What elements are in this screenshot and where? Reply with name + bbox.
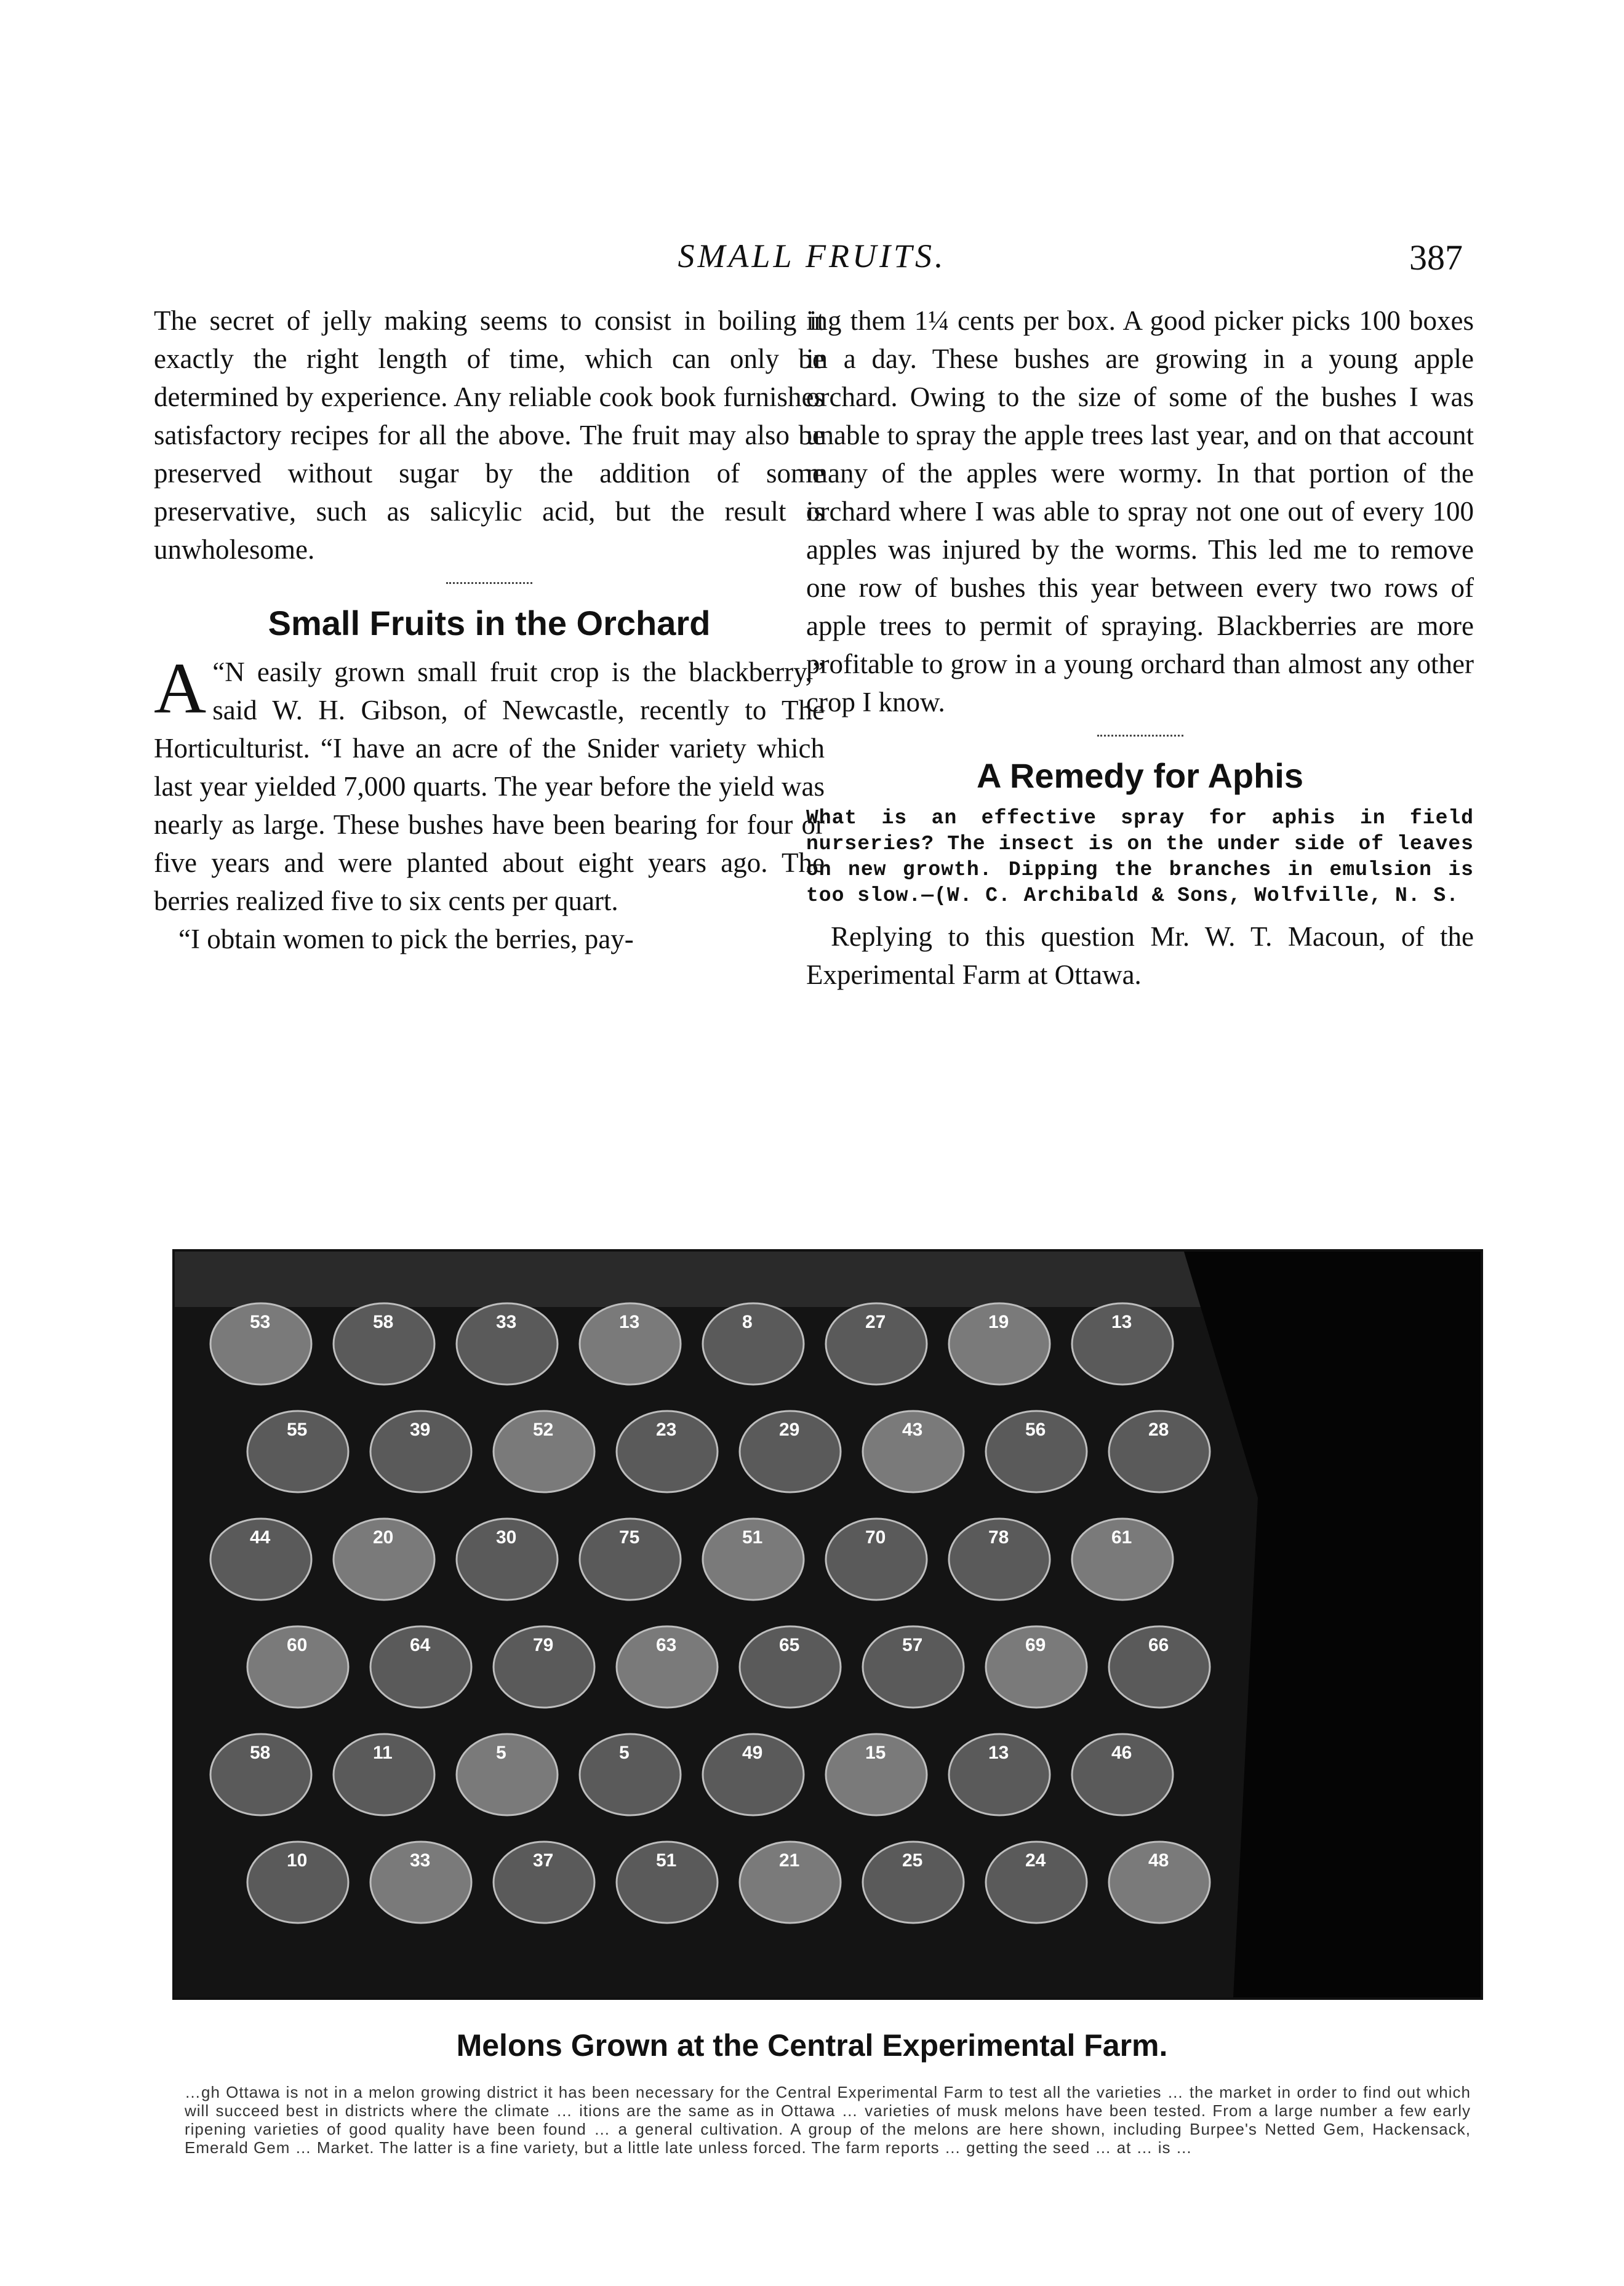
- melon-label: 48: [1148, 1850, 1169, 1871]
- melon-label: 29: [779, 1420, 800, 1440]
- opening-quote: “: [212, 657, 225, 687]
- drop-cap: A: [154, 648, 207, 729]
- melon-label: 13: [988, 1743, 1009, 1763]
- melons-photo-svg: [175, 1252, 1481, 1997]
- melon-label: 51: [742, 1527, 763, 1548]
- melon-label: 57: [902, 1635, 923, 1655]
- melon: [580, 1734, 681, 1815]
- figure-caption: Melons Grown at the Central Experimental Farm.: [456, 2028, 1168, 2063]
- melon-label: 61: [1111, 1527, 1132, 1548]
- melon-label: 20: [373, 1527, 394, 1548]
- running-head: SMALL FRUITS.: [678, 238, 946, 274]
- melon-label: 56: [1025, 1420, 1046, 1440]
- melon-label: 11: [373, 1743, 393, 1763]
- melon: [703, 1303, 804, 1385]
- melon-label: 30: [496, 1527, 517, 1548]
- melon-label: 64: [410, 1635, 431, 1655]
- melon-label: 23: [656, 1420, 677, 1440]
- melon-label: 58: [373, 1312, 394, 1332]
- reader-query: What is an effective spray for aphis in field nurseries? The insect is on the under side of leaves on new growth. Dipping the branches in emulsion is too slow.—(W. C. Archibald & Sons, Wolfville, N. S.: [806, 807, 1474, 907]
- melon-label: 8: [742, 1312, 753, 1332]
- left-column: [154, 302, 825, 958]
- paragraph-pickers-start: “I obtain women to pick the berries, pay-: [178, 924, 634, 954]
- melon-label: 37: [533, 1850, 554, 1871]
- melon-label: 13: [619, 1312, 640, 1332]
- page-number: 387: [1409, 238, 1463, 278]
- section-divider: [446, 582, 532, 584]
- paragraph-blackberry: [154, 648, 825, 920]
- paragraph-pickers-end: ing them 1¼ cents per box. A good picker picks 100 boxes in a day. These bushes are growing in a young apple orchard. Owing to the size of some of the bushes I was unable to spray the apple trees last year, and on that account many of the apples were wormy. In that portion of the orchard where I was able to spray not one out of every 100 apples was injured by the worms. This led me to remove one row of bushes this year between every two rows of apple trees to permit of spraying. Blackberries are more profitable to grow in a young orchard than almost any other crop I know.: [806, 305, 1474, 717]
- melon-label: 44: [250, 1527, 271, 1548]
- paragraph-jelly: The secret of jelly making seems to consist in boiling it exactly the right length of time, which can only be determined by experience. Any reliable cook book furnishes satisfactory recipes for all the above. The fruit may also be preserved without sugar by the addition of some preservative, such as salicylic acid, but the result is unwholesome.: [154, 305, 825, 565]
- melon-label: 27: [865, 1312, 886, 1332]
- figure-caption-body: …gh Ottawa is not in a melon growing district it has been necessary for the Central Experimental Farm to test all the varieties … the market in order to find out which will succeed best in districts where the climate … itions are the same as in Ottawa … varieties of musk melons have been tested. From a large number a few early ripening varieties of good quality have been found … a general cultivation. A group of the melons are here shown, including Burpee's Netted Gem, Hackensack, Emerald Gem … Market. The latter is a fine variety, but a little late unless forced. The farm reports … getting the seed … at … is …: [185, 2083, 1471, 2157]
- melon-label: 60: [287, 1635, 308, 1655]
- melon-label: 43: [902, 1420, 923, 1440]
- melon-label: 24: [1025, 1850, 1046, 1871]
- melon-label: 78: [988, 1527, 1009, 1548]
- melon-label: 39: [410, 1420, 431, 1440]
- melon-label: 49: [742, 1743, 763, 1763]
- melon-label: 25: [902, 1850, 923, 1871]
- melon-label: 63: [656, 1635, 677, 1655]
- melon-label: 28: [1148, 1420, 1169, 1440]
- melon-label: 5: [619, 1743, 630, 1763]
- heading-remedy-aphis: A Remedy for Aphis: [976, 756, 1304, 795]
- melons-photograph: [172, 1249, 1483, 2000]
- melon-label: 58: [250, 1743, 271, 1763]
- melon-label: 19: [988, 1312, 1009, 1332]
- melon-label: 53: [250, 1312, 271, 1332]
- melon-label: 33: [410, 1850, 431, 1871]
- section-divider: [1097, 735, 1183, 737]
- melon-label: 69: [1025, 1635, 1046, 1655]
- melon-label: 65: [779, 1635, 800, 1655]
- melon-label: 33: [496, 1312, 517, 1332]
- melon-label: 75: [619, 1527, 640, 1548]
- melon-label: 5: [496, 1743, 506, 1763]
- paragraph-blackberry-text: N easily grown small fruit crop is the blackberry,” said W. H. Gibson, of Newcastle, recently to The Horticulturist. “I have an acre of the Snider variety which last year yielded 7,000 quarts. The year before the yield was nearly as large. These bushes have been bearing for four or five years and were planted about eight years ago. The berries realized five to six cents per quart.: [154, 657, 825, 916]
- melon-label: 15: [865, 1743, 886, 1763]
- melon-label: 51: [656, 1850, 677, 1871]
- melon-label: 55: [287, 1420, 308, 1440]
- melon-label: 70: [865, 1527, 886, 1548]
- melon-label: 46: [1111, 1743, 1132, 1763]
- melon-label: 52: [533, 1420, 554, 1440]
- melon-label: 21: [779, 1850, 800, 1871]
- melon-label: 10: [287, 1850, 308, 1871]
- paragraph-reply: Replying to this question Mr. W. T. Macoun, of the Experimental Farm at Ottawa.: [806, 921, 1474, 990]
- melon-label: 66: [1148, 1635, 1169, 1655]
- melon-label: 79: [533, 1635, 554, 1655]
- right-column: [806, 302, 1474, 994]
- heading-small-fruits-orchard: Small Fruits in the Orchard: [268, 604, 711, 642]
- melon: [457, 1734, 558, 1815]
- melon-label: 13: [1111, 1312, 1132, 1332]
